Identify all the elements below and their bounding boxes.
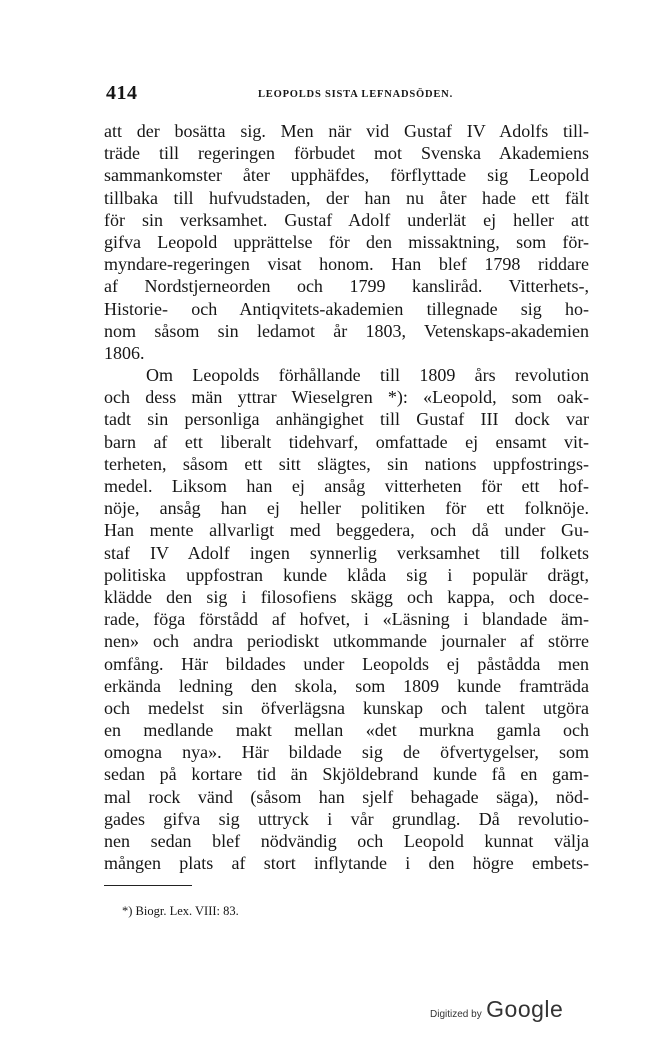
text-line: och medelst sin öfverlägsna kunskap och talent utgöra <box>104 697 589 718</box>
text-line: medel. Liksom han ej ansåg vitterheten för ett hof- <box>104 476 589 496</box>
text-line: nen sedan blef nödvändig och Leopold kunnat välja <box>104 831 589 851</box>
text-line: mal rock vänd (såsom han sjelf behagade säga), nöd- <box>104 786 589 807</box>
text-line: gades gifva sig uttryck i vår grundlag. Då revolutio- <box>104 808 589 829</box>
text-line: klädde den sig i filosofiens skägg och kappa, och doce- <box>104 586 589 607</box>
text-line: Historie- och Antiqvitets-akademien tillegnade sig ho- <box>104 298 589 319</box>
paragraph-end-line: 1806. <box>104 342 145 363</box>
text-line: nom såsom sin ledamot år 1803, Vetenskaps-akademien <box>104 320 589 341</box>
text-line: att der bosätta sig. Men när vid Gustaf IV Adolfs till- <box>104 121 589 141</box>
running-head: LEOPOLDS SISTA LEFNADSÖDEN. <box>258 89 453 100</box>
text-line: för sin verksamhet. Gustaf Adolf underlät ej heller att <box>104 209 589 230</box>
text-line: barn af ett liberalt tidehvarf, omfattade ej ensamt vit- <box>104 431 589 452</box>
footnote: *) Biogr. Lex. VIII: 83. <box>122 904 239 918</box>
footnote-divider <box>104 885 192 886</box>
text-line: Han mente allvarligt med beggedera, och då under Gu- <box>104 520 589 541</box>
google-logo: Google <box>486 996 564 1022</box>
text-line: och dess män yttrar Wieselgren *): «Leopold, som oak- <box>104 387 589 408</box>
text-line: omogna nya». Här bildade sig de öfvertygelser, som <box>104 742 589 763</box>
text-line: träde till regeringen förbudet mot Svenska Akademiens <box>104 143 589 164</box>
text-line: tadt sin personliga anhängighet till Gustaf III dock var <box>104 409 589 430</box>
text-line: nöje, ansåg han ej heller politiken för ett folknöje. <box>104 498 589 519</box>
text-line: mången plats af stort inflytande i den högre embets- <box>104 853 589 874</box>
text-line: en medlande makt mellan «det murkna gamla och <box>104 720 589 741</box>
page-number: 414 <box>106 82 138 104</box>
text-line: nen» och andra periodiskt utkommande journaler af större <box>104 631 589 652</box>
text-line: rade, föga förstådd af hofvet, i «Läsning i blandade äm- <box>104 609 589 630</box>
text-line: sammankomster åter upphäfdes, förflyttade sig Leopold <box>104 165 589 186</box>
body-text <box>104 120 589 874</box>
digitized-watermark <box>430 996 563 1023</box>
text-line: sedan på kortare tid än Skjöldebrand kunde få en gam- <box>104 764 589 785</box>
paragraph-start-line: Om Leopolds förhållande till 1809 års revolution <box>146 365 589 386</box>
text-line: terheten, såsom ett sitt slägtes, sin nations uppfostrings- <box>104 453 589 474</box>
text-line: tillbaka till hufvudstaden, der han nu åter hade ett fält <box>104 187 589 208</box>
text-line: af Nordstjerneorden och 1799 kansliråd. Vitterhets-, <box>104 276 589 297</box>
text-line: myndare-regeringen visat honom. Han blef 1798 riddare <box>104 254 589 275</box>
digitized-label: Digitized by <box>430 1009 482 1020</box>
text-line: gifva Leopold upprättelse för den missaktning, som för- <box>104 231 589 252</box>
text-line: staf IV Adolf ingen synnerlig verksamhet till folkets <box>104 542 589 563</box>
text-line: omfång. Här bildades under Leopolds ej påstådda men <box>104 653 589 674</box>
text-line: erkända ledning den skola, som 1809 kunde framträda <box>104 675 589 696</box>
text-line: politiska uppfostran kunde klåda sig i populär drägt, <box>104 564 589 585</box>
